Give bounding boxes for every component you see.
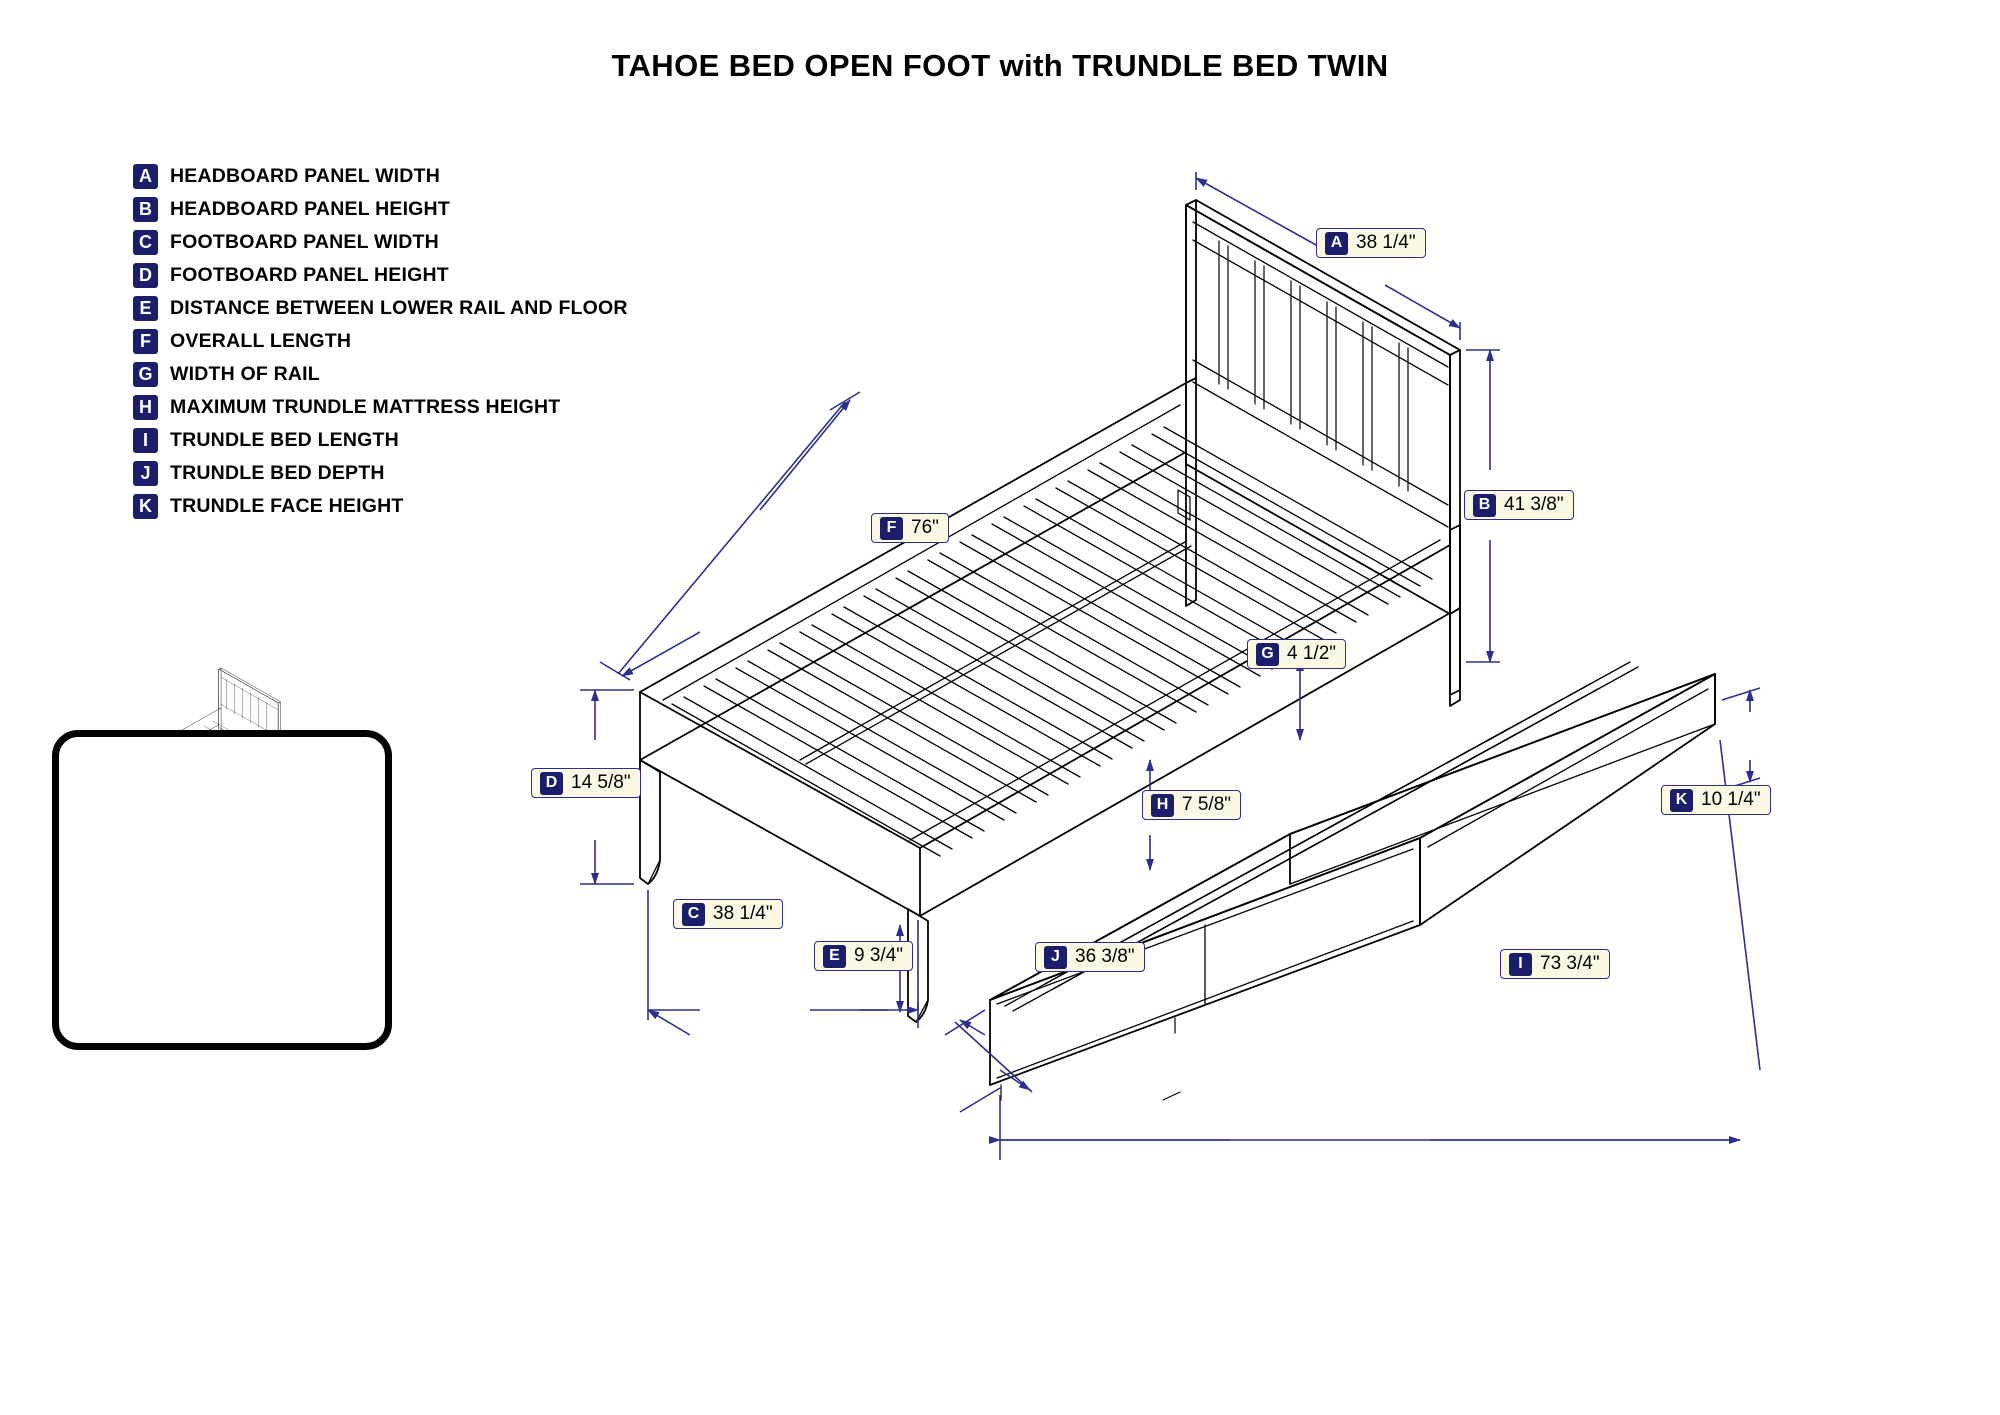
legend-key-g: G [133,362,158,387]
inset-reference-view [52,730,392,1050]
dimension-j-trundle-bed-depth [1035,942,1145,972]
dimension-h-max-trundle-mattress-height [1142,790,1241,820]
legend-label-i: TRUNDLE BED LENGTH [170,429,399,451]
callout-key-g: G [1256,643,1279,666]
dimension-a-headboard-panel-width [1316,228,1426,258]
page-title: TAHOE BED OPEN FOOT with TRUNDLE BED TWIN [611,48,1389,83]
legend-label-a: HEADBOARD PANEL WIDTH [170,165,440,187]
callout-value-a: 38 1/4" [1356,232,1416,253]
callout-key-h: H [1151,794,1174,817]
legend-label-k: TRUNDLE FACE HEIGHT [170,495,404,517]
callout-value-c: 38 1/4" [713,903,773,924]
callout-key-c: C [682,903,705,926]
legend-key-f: F [133,329,158,354]
callout-key-k: K [1670,789,1693,812]
legend-key-i: I [133,428,158,453]
callout-key-i: I [1509,953,1532,976]
callout-key-d: D [540,772,563,795]
callout-value-d: 14 5/8" [571,772,631,793]
legend-label-d: FOOTBOARD PANEL HEIGHT [170,264,449,286]
legend-key-d: D [133,263,158,288]
callout-value-b: 41 3/8" [1504,494,1564,515]
bed-legs [640,760,928,1022]
dimension-i-trundle-bed-length [1500,949,1610,979]
legend-key-j: J [133,461,158,486]
dimension-f-overall-length [871,513,949,543]
callout-key-e: E [823,945,846,968]
legend-key-b: B [133,197,158,222]
legend-label-e: DISTANCE BETWEEN LOWER RAIL AND FLOOR [170,297,628,319]
legend-label-c: FOOTBOARD PANEL WIDTH [170,231,439,253]
dimension-b-headboard-panel-height [1464,490,1574,520]
legend-label-b: HEADBOARD PANEL HEIGHT [170,198,450,220]
legend-label-h: MAXIMUM TRUNDLE MATTRESS HEIGHT [170,396,561,418]
legend-label-j: TRUNDLE BED DEPTH [170,462,385,484]
callout-value-h: 7 5/8" [1182,794,1232,815]
legend-key-e: E [133,296,158,321]
legend-key-k: K [133,494,158,519]
dimension-d-footboard-panel-height [531,768,641,798]
callout-key-b: B [1473,494,1496,517]
legend-key-a: A [133,164,158,189]
callout-value-e: 9 3/4" [854,945,904,966]
legend-label-g: WIDTH OF RAIL [170,363,320,385]
dimension-g-width-of-rail [1247,639,1346,669]
dimension-c-footboard-panel-width [673,899,783,929]
callout-value-j: 36 3/8" [1075,946,1135,967]
callout-value-i: 73 3/4" [1540,953,1600,974]
callout-key-j: J [1044,946,1067,969]
legend-key-c: C [133,230,158,255]
callout-key-a: A [1325,232,1348,255]
dimension-e-lower-rail-to-floor [814,941,913,971]
callout-key-f: F [880,517,903,540]
callout-value-g: 4 1/2" [1287,643,1337,664]
legend-key-h: H [133,395,158,420]
trundle-bed [990,662,1715,1100]
dimension-k-trundle-face-height [1661,785,1771,815]
callout-value-f: 76" [911,517,939,538]
legend-label-f: OVERALL LENGTH [170,330,352,352]
callout-value-k: 10 1/4" [1701,789,1761,810]
